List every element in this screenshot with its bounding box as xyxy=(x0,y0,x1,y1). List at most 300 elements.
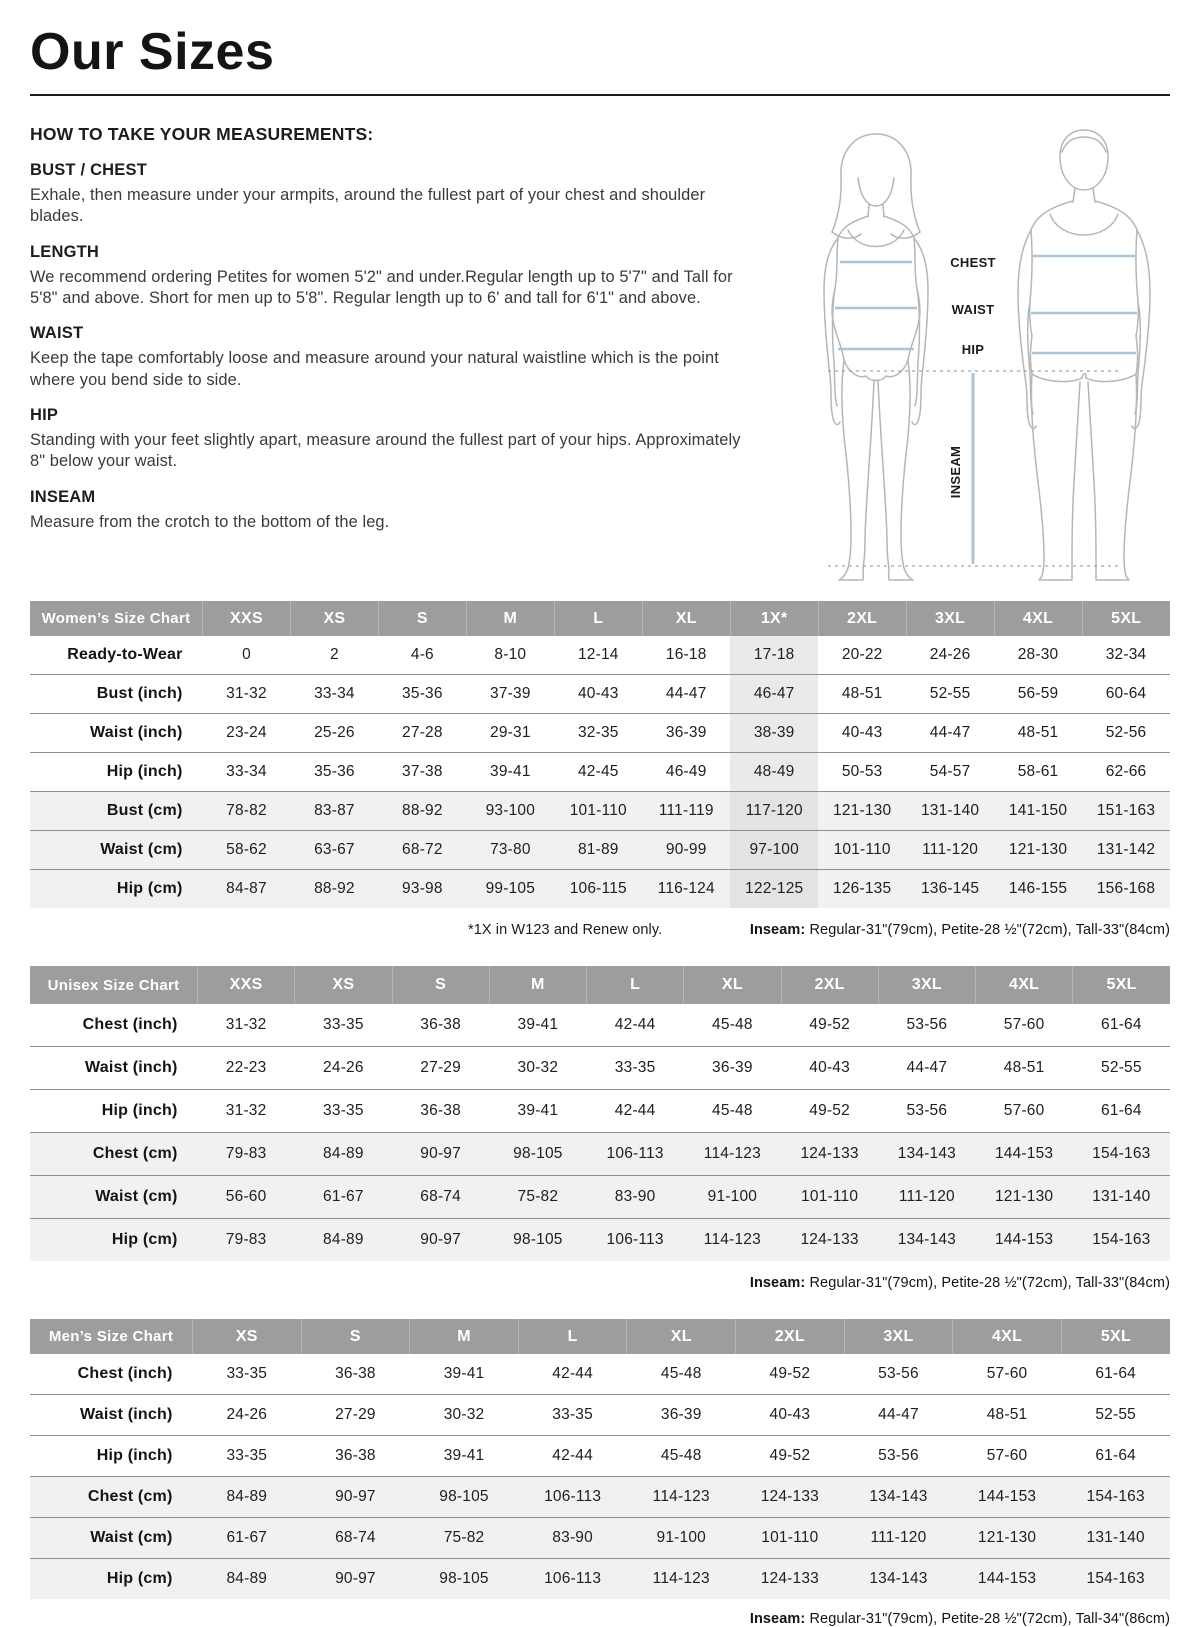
size-value-cell: 91-100 xyxy=(684,1176,781,1219)
size-value-cell: 12-14 xyxy=(577,646,619,663)
size-value-cell: 83-87 xyxy=(290,792,378,831)
section-title: BUST / CHEST xyxy=(30,161,147,179)
size-value-cell: 0 xyxy=(242,646,251,663)
size-value-cell: 61-64 xyxy=(1061,1436,1170,1477)
size-value-cell: 36-39 xyxy=(642,714,730,753)
size-value-cell: 46-47 xyxy=(730,675,818,714)
size-value-cell: 101-110 xyxy=(736,1518,845,1559)
row-label: Bust (cm) xyxy=(30,792,203,831)
size-value-cell: 83-90 xyxy=(587,1176,684,1219)
size-value-cell: 44-47 xyxy=(906,714,994,753)
size-value-cell: 57-60 xyxy=(953,1436,1062,1477)
size-value-cell: 97-100 xyxy=(730,831,818,870)
size-value-cell: 27-28 xyxy=(378,714,466,753)
table-title: Unisex Size Chart xyxy=(30,966,198,1004)
size-value-cell: 121-130 xyxy=(953,1518,1062,1559)
table-title: Women’s Size Chart xyxy=(30,601,203,636)
size-value-cell: 40-43 xyxy=(781,1047,878,1090)
size-value-cell: 124-133 xyxy=(781,1219,878,1262)
table-title: Men’s Size Chart xyxy=(30,1319,193,1354)
size-column-header: 3XL xyxy=(906,601,994,636)
size-value-cell: 61-67 xyxy=(295,1176,392,1219)
size-value-cell: 61-67 xyxy=(193,1518,302,1559)
size-value-cell: 90-97 xyxy=(392,1219,489,1262)
size-value-cell: 84-89 xyxy=(295,1133,392,1176)
size-value-cell: 36-39 xyxy=(627,1395,736,1436)
mens-table-notes xyxy=(30,1611,1170,1627)
womens-size-chart-table xyxy=(30,601,1170,908)
row-label: Chest (cm) xyxy=(30,1477,193,1518)
size-value-cell: 117-120 xyxy=(730,792,818,831)
size-value-cell: 37-39 xyxy=(466,675,554,714)
size-value-cell: 58-62 xyxy=(203,831,291,870)
size-value-cell: 98-105 xyxy=(410,1477,519,1518)
size-value-cell: 81-89 xyxy=(554,831,642,870)
size-value-cell: 33-35 xyxy=(587,1047,684,1090)
table-row xyxy=(30,1219,1170,1262)
mens-inseam-note: Inseam: Regular-31"(79cm), Petite-28 ½"(72cm), Tall-34"(86cm) xyxy=(749,1611,1170,1627)
size-value-cell: 101-110 xyxy=(818,831,906,870)
row-label: Hip (cm) xyxy=(30,1559,193,1600)
size-value-cell: 68-74 xyxy=(392,1176,489,1219)
section-hip xyxy=(30,406,754,473)
size-value-cell: 84-89 xyxy=(193,1559,302,1600)
womens-table-notes xyxy=(30,922,1170,938)
size-value-cell: 90-99 xyxy=(642,831,730,870)
size-value-cell: 33-35 xyxy=(518,1395,627,1436)
size-value-cell: 29-31 xyxy=(466,714,554,753)
size-value-cell: 48-51 xyxy=(953,1395,1062,1436)
size-value-cell: 36-38 xyxy=(420,1016,461,1033)
size-value-cell: 39-41 xyxy=(443,1365,485,1382)
size-value-cell: 68-74 xyxy=(301,1518,410,1559)
size-value-cell: 60-64 xyxy=(1082,675,1170,714)
size-column-header: L xyxy=(554,601,642,636)
size-value-cell: 52-55 xyxy=(906,675,994,714)
size-value-cell: 61-64 xyxy=(1101,1016,1142,1033)
size-value-cell: 52-56 xyxy=(1082,714,1170,753)
size-value-cell: 111-120 xyxy=(844,1518,953,1559)
size-value-cell: 61-64 xyxy=(1095,1365,1137,1382)
row-label: Waist (cm) xyxy=(30,1176,198,1219)
size-value-cell: 49-52 xyxy=(809,1016,850,1033)
size-value-cell: 46-49 xyxy=(642,753,730,792)
size-value-cell: 156-168 xyxy=(1082,870,1170,909)
size-value-cell: 114-123 xyxy=(627,1477,736,1518)
size-value-cell: 111-120 xyxy=(906,831,994,870)
size-value-cell: 24-26 xyxy=(929,646,971,663)
table-row xyxy=(30,1354,1170,1395)
size-value-cell: 68-72 xyxy=(378,831,466,870)
size-column-header: 5XL xyxy=(1061,1319,1170,1354)
size-value-cell: 79-83 xyxy=(198,1219,295,1262)
table-row xyxy=(30,1047,1170,1090)
size-value-cell: 30-32 xyxy=(489,1047,586,1090)
section-inseam xyxy=(30,488,754,533)
chest-label: CHEST xyxy=(950,255,996,270)
size-value-cell: 45-48 xyxy=(712,1016,753,1033)
size-value-cell: 146-155 xyxy=(994,870,1082,909)
size-value-cell: 79-83 xyxy=(198,1133,295,1176)
size-column-header: 2XL xyxy=(736,1319,845,1354)
table-row xyxy=(30,1004,1170,1047)
unisex-inseam-note: Inseam: Regular-31"(79cm), Petite-28 ½"(72cm), Tall-33"(84cm) xyxy=(749,1275,1170,1291)
size-value-cell: 36-39 xyxy=(684,1047,781,1090)
size-value-cell: 32-34 xyxy=(1105,646,1147,663)
size-value-cell: 40-43 xyxy=(818,714,906,753)
size-value-cell: 8-10 xyxy=(494,646,527,663)
size-column-header: 2XL xyxy=(818,601,906,636)
size-value-cell: 141-150 xyxy=(994,792,1082,831)
size-value-cell: 4-6 xyxy=(410,646,434,663)
size-value-cell: 90-97 xyxy=(301,1477,410,1518)
one-x-footnote: *1X in W123 and Renew only. xyxy=(468,922,663,938)
size-value-cell: 84-87 xyxy=(203,870,291,909)
instructions-heading: HOW TO TAKE YOUR MEASUREMENTS: xyxy=(30,124,374,144)
hip-label: HIP xyxy=(961,342,985,357)
size-value-cell: 57-60 xyxy=(976,1090,1073,1133)
size-value-cell: 98-105 xyxy=(489,1133,586,1176)
row-label: Chest (inch) xyxy=(82,1016,178,1033)
size-value-cell: 114-123 xyxy=(684,1133,781,1176)
size-value-cell: 17-18 xyxy=(730,636,818,675)
table-row xyxy=(30,792,1170,831)
size-value-cell: 42-45 xyxy=(554,753,642,792)
size-value-cell: 106-115 xyxy=(554,870,642,909)
size-value-cell: 16-18 xyxy=(665,646,707,663)
size-value-cell: 33-35 xyxy=(323,1016,364,1033)
size-value-cell: 53-56 xyxy=(878,1365,919,1382)
size-column-header: XS xyxy=(295,966,392,1004)
size-value-cell: 101-110 xyxy=(781,1176,878,1219)
size-value-cell: 144-153 xyxy=(976,1133,1073,1176)
size-value-cell: 58-61 xyxy=(994,753,1082,792)
size-value-cell: 93-100 xyxy=(466,792,554,831)
table-row xyxy=(30,1090,1170,1133)
row-label: Waist (cm) xyxy=(30,831,203,870)
table-row xyxy=(30,714,1170,753)
male-figure xyxy=(1018,130,1150,580)
size-value-cell: 39-41 xyxy=(410,1436,519,1477)
size-column-header: 2XL xyxy=(781,966,878,1004)
size-value-cell: 99-105 xyxy=(466,870,554,909)
womens-inseam-note: Inseam: Regular-31"(79cm), Petite-28 ½"(72cm), Tall-33"(84cm) xyxy=(749,922,1170,938)
waist-label: WAIST xyxy=(951,302,995,317)
row-label: Hip (cm) xyxy=(30,1219,198,1262)
size-value-cell: 126-135 xyxy=(818,870,906,909)
unisex-table-notes xyxy=(30,1275,1170,1291)
table-row xyxy=(30,831,1170,870)
size-value-cell: 33-34 xyxy=(203,753,291,792)
size-value-cell: 56-59 xyxy=(994,675,1082,714)
size-column-header: M xyxy=(410,1319,519,1354)
female-figure xyxy=(824,134,928,580)
size-value-cell: 134-143 xyxy=(844,1477,953,1518)
size-value-cell: 116-124 xyxy=(642,870,730,909)
row-label: Bust (inch) xyxy=(30,675,203,714)
section-title: INSEAM xyxy=(30,487,96,506)
size-value-cell: 48-51 xyxy=(994,714,1082,753)
size-column-header: S xyxy=(378,601,466,636)
inseam-label: INSEAM xyxy=(948,445,963,499)
size-value-cell: 101-110 xyxy=(554,792,642,831)
size-value-cell: 33-35 xyxy=(226,1365,268,1382)
table-row xyxy=(30,1436,1170,1477)
section-body: Exhale, then measure under your armpits, around the fullest part of your chest and shoulder blades. xyxy=(30,186,706,226)
table-header-row xyxy=(30,601,1170,636)
size-value-cell: 63-67 xyxy=(290,831,378,870)
size-value-cell: 136-145 xyxy=(906,870,994,909)
size-value-cell: 154-163 xyxy=(1073,1133,1170,1176)
size-value-cell: 39-41 xyxy=(489,1090,586,1133)
table-row xyxy=(30,753,1170,792)
size-value-cell: 144-153 xyxy=(953,1477,1062,1518)
size-value-cell: 154-163 xyxy=(1061,1477,1170,1518)
table-row xyxy=(30,636,1170,675)
size-value-cell: 38-39 xyxy=(730,714,818,753)
size-value-cell: 52-55 xyxy=(1073,1047,1170,1090)
size-value-cell: 56-60 xyxy=(198,1176,295,1219)
size-value-cell: 33-35 xyxy=(295,1090,392,1133)
size-column-header: S xyxy=(301,1319,410,1354)
section-body: Standing with your feet slightly apart, measure around the fullest part of your hips. Approximately 8" below your waist. xyxy=(30,430,741,471)
size-value-cell: 31-32 xyxy=(225,1016,267,1033)
size-value-cell: 114-123 xyxy=(684,1219,781,1262)
size-value-cell: 49-52 xyxy=(736,1436,845,1477)
size-value-cell: 93-98 xyxy=(378,870,466,909)
table-row xyxy=(30,1395,1170,1436)
mens-size-chart-table xyxy=(30,1319,1170,1599)
size-value-cell: 36-38 xyxy=(335,1365,376,1382)
size-value-cell: 61-64 xyxy=(1073,1090,1170,1133)
size-value-cell: 62-66 xyxy=(1082,753,1170,792)
section-title: HIP xyxy=(30,405,59,424)
size-value-cell: 53-56 xyxy=(844,1436,953,1477)
size-value-cell: 124-133 xyxy=(781,1133,878,1176)
size-value-cell: 124-133 xyxy=(736,1559,845,1600)
size-column-header: L xyxy=(518,1319,627,1354)
table-header-row xyxy=(30,1319,1170,1354)
size-value-cell: 151-163 xyxy=(1082,792,1170,831)
table-row xyxy=(30,1559,1170,1600)
size-value-cell: 57-60 xyxy=(986,1365,1028,1382)
size-value-cell: 78-82 xyxy=(203,792,291,831)
size-value-cell: 35-36 xyxy=(290,753,378,792)
size-value-cell: 144-153 xyxy=(976,1219,1073,1262)
row-label: Waist (inch) xyxy=(30,714,203,753)
size-column-header: 5XL xyxy=(1073,966,1170,1004)
size-value-cell: 42-44 xyxy=(518,1436,627,1477)
table-row xyxy=(30,1176,1170,1219)
size-value-cell: 23-24 xyxy=(203,714,291,753)
size-value-cell: 106-113 xyxy=(518,1477,627,1518)
title-divider xyxy=(30,94,1170,96)
row-label: Chest (cm) xyxy=(30,1133,198,1176)
size-value-cell: 88-92 xyxy=(378,792,466,831)
size-value-cell: 131-140 xyxy=(906,792,994,831)
size-value-cell: 52-55 xyxy=(1061,1395,1170,1436)
size-column-header: XL xyxy=(642,601,730,636)
size-value-cell: 122-125 xyxy=(730,870,818,909)
size-value-cell: 45-48 xyxy=(660,1365,702,1382)
section-body: Measure from the crotch to the bottom of the leg. xyxy=(30,512,390,531)
size-value-cell: 44-47 xyxy=(642,675,730,714)
size-value-cell: 45-48 xyxy=(684,1090,781,1133)
size-value-cell: 45-48 xyxy=(627,1436,736,1477)
size-value-cell: 20-22 xyxy=(841,646,883,663)
size-value-cell: 31-32 xyxy=(198,1090,295,1133)
row-label: Waist (cm) xyxy=(30,1518,193,1559)
section-body: We recommend ordering Petites for women 5'2" and under.Regular length up to 5'7" and Tall for 5'8" and above. Short for men up to 5'8". Regular length up to 6' and tall for 6'1" and above. xyxy=(30,267,733,307)
size-column-header: 4XL xyxy=(994,601,1082,636)
size-value-cell: 98-105 xyxy=(410,1559,519,1600)
size-value-cell: 121-130 xyxy=(994,831,1082,870)
size-value-cell: 44-47 xyxy=(878,1047,975,1090)
size-value-cell: 91-100 xyxy=(627,1518,736,1559)
size-value-cell: 57-60 xyxy=(1003,1016,1045,1033)
size-value-cell: 106-113 xyxy=(587,1133,684,1176)
table-row xyxy=(30,675,1170,714)
size-value-cell: 48-51 xyxy=(976,1047,1073,1090)
size-value-cell: 144-153 xyxy=(953,1559,1062,1600)
size-value-cell: 53-56 xyxy=(906,1016,948,1033)
size-column-header: XXS xyxy=(203,601,291,636)
row-label: Hip (cm) xyxy=(30,870,203,909)
section-waist xyxy=(30,324,754,391)
size-column-header: XS xyxy=(290,601,378,636)
size-column-header: XS xyxy=(193,1319,302,1354)
row-label: Hip (inch) xyxy=(30,753,203,792)
size-value-cell: 30-32 xyxy=(410,1395,519,1436)
size-value-cell: 25-26 xyxy=(290,714,378,753)
size-value-cell: 42-44 xyxy=(587,1090,684,1133)
size-value-cell: 24-26 xyxy=(193,1395,302,1436)
size-value-cell: 50-53 xyxy=(818,753,906,792)
size-value-cell: 84-89 xyxy=(193,1477,302,1518)
section-length xyxy=(30,243,754,310)
size-value-cell: 48-51 xyxy=(818,675,906,714)
size-value-cell: 2 xyxy=(330,646,339,663)
size-value-cell: 111-120 xyxy=(878,1176,975,1219)
measurement-figures-illustration xyxy=(788,122,1170,587)
size-value-cell: 39-41 xyxy=(517,1016,559,1033)
section-title: WAIST xyxy=(30,324,84,343)
body-measurement-diagram xyxy=(788,122,1170,587)
size-value-cell: 27-29 xyxy=(301,1395,410,1436)
size-value-cell: 124-133 xyxy=(736,1477,845,1518)
size-value-cell: 121-130 xyxy=(976,1176,1073,1219)
size-value-cell: 37-38 xyxy=(378,753,466,792)
section-body: Keep the tape comfortably loose and measure around your natural waistline which is the point where you bend side to side. xyxy=(30,349,719,389)
size-value-cell: 36-38 xyxy=(301,1436,410,1477)
size-value-cell: 114-123 xyxy=(627,1559,736,1600)
size-value-cell: 111-119 xyxy=(642,792,730,831)
size-value-cell: 49-52 xyxy=(781,1090,878,1133)
size-column-header: S xyxy=(392,966,489,1004)
size-value-cell: 28-30 xyxy=(1017,646,1059,663)
size-value-cell: 90-97 xyxy=(392,1133,489,1176)
size-charts-block xyxy=(30,601,1170,1627)
size-column-header: XXS xyxy=(198,966,295,1004)
row-label: Hip (inch) xyxy=(30,1090,198,1133)
size-column-header: L xyxy=(587,966,684,1004)
row-label: Chest (inch) xyxy=(77,1365,173,1382)
size-column-header: 3XL xyxy=(844,1319,953,1354)
section-bust-chest xyxy=(30,161,754,228)
size-column-header: 1X* xyxy=(730,601,818,636)
size-value-cell: 42-44 xyxy=(552,1365,593,1382)
size-value-cell: 75-82 xyxy=(489,1176,586,1219)
size-value-cell: 35-36 xyxy=(378,675,466,714)
size-value-cell: 134-143 xyxy=(878,1133,975,1176)
size-value-cell: 40-43 xyxy=(554,675,642,714)
size-column-header: M xyxy=(489,966,586,1004)
table-row xyxy=(30,1133,1170,1176)
size-column-header: M xyxy=(466,601,554,636)
size-value-cell: 36-38 xyxy=(392,1090,489,1133)
size-value-cell: 32-35 xyxy=(554,714,642,753)
size-value-cell: 53-56 xyxy=(878,1090,975,1133)
row-label: Hip (inch) xyxy=(30,1436,193,1477)
size-value-cell: 83-90 xyxy=(518,1518,627,1559)
size-value-cell: 75-82 xyxy=(410,1518,519,1559)
size-value-cell: 54-57 xyxy=(906,753,994,792)
size-value-cell: 42-44 xyxy=(614,1016,656,1033)
size-value-cell: 22-23 xyxy=(198,1047,295,1090)
size-value-cell: 154-163 xyxy=(1073,1219,1170,1262)
measurement-instructions-row xyxy=(30,120,1170,587)
size-value-cell: 154-163 xyxy=(1061,1559,1170,1600)
size-value-cell: 121-130 xyxy=(818,792,906,831)
size-value-cell: 73-80 xyxy=(466,831,554,870)
size-value-cell: 98-105 xyxy=(489,1219,586,1262)
size-column-header: 4XL xyxy=(953,1319,1062,1354)
size-value-cell: 39-41 xyxy=(466,753,554,792)
size-value-cell: 27-29 xyxy=(392,1047,489,1090)
size-value-cell: 24-26 xyxy=(295,1047,392,1090)
size-value-cell: 131-140 xyxy=(1061,1518,1170,1559)
size-value-cell: 131-142 xyxy=(1082,831,1170,870)
size-value-cell: 84-89 xyxy=(295,1219,392,1262)
size-value-cell: 31-32 xyxy=(203,675,291,714)
row-label: Ready-to-Wear xyxy=(67,646,183,663)
size-value-cell: 90-97 xyxy=(301,1559,410,1600)
size-value-cell: 106-113 xyxy=(587,1219,684,1262)
size-value-cell: 49-52 xyxy=(769,1365,811,1382)
size-value-cell: 106-113 xyxy=(518,1559,627,1600)
table-row xyxy=(30,870,1170,909)
page-title: Our Sizes xyxy=(30,23,275,81)
size-value-cell: 48-49 xyxy=(730,753,818,792)
size-column-header: 4XL xyxy=(976,966,1073,1004)
size-column-header: XL xyxy=(627,1319,736,1354)
row-label: Waist (inch) xyxy=(30,1395,193,1436)
size-value-cell: 33-35 xyxy=(193,1436,302,1477)
table-row xyxy=(30,1518,1170,1559)
size-column-header: 3XL xyxy=(878,966,975,1004)
size-value-cell: 44-47 xyxy=(844,1395,953,1436)
section-title: LENGTH xyxy=(30,242,100,261)
table-row xyxy=(30,1477,1170,1518)
size-value-cell: 134-143 xyxy=(878,1219,975,1262)
size-value-cell: 33-34 xyxy=(290,675,378,714)
table-header-row xyxy=(30,966,1170,1004)
size-value-cell: 134-143 xyxy=(844,1559,953,1600)
size-value-cell: 40-43 xyxy=(736,1395,845,1436)
unisex-size-chart-table xyxy=(30,966,1170,1261)
row-label: Waist (inch) xyxy=(30,1047,198,1090)
size-value-cell: 88-92 xyxy=(290,870,378,909)
